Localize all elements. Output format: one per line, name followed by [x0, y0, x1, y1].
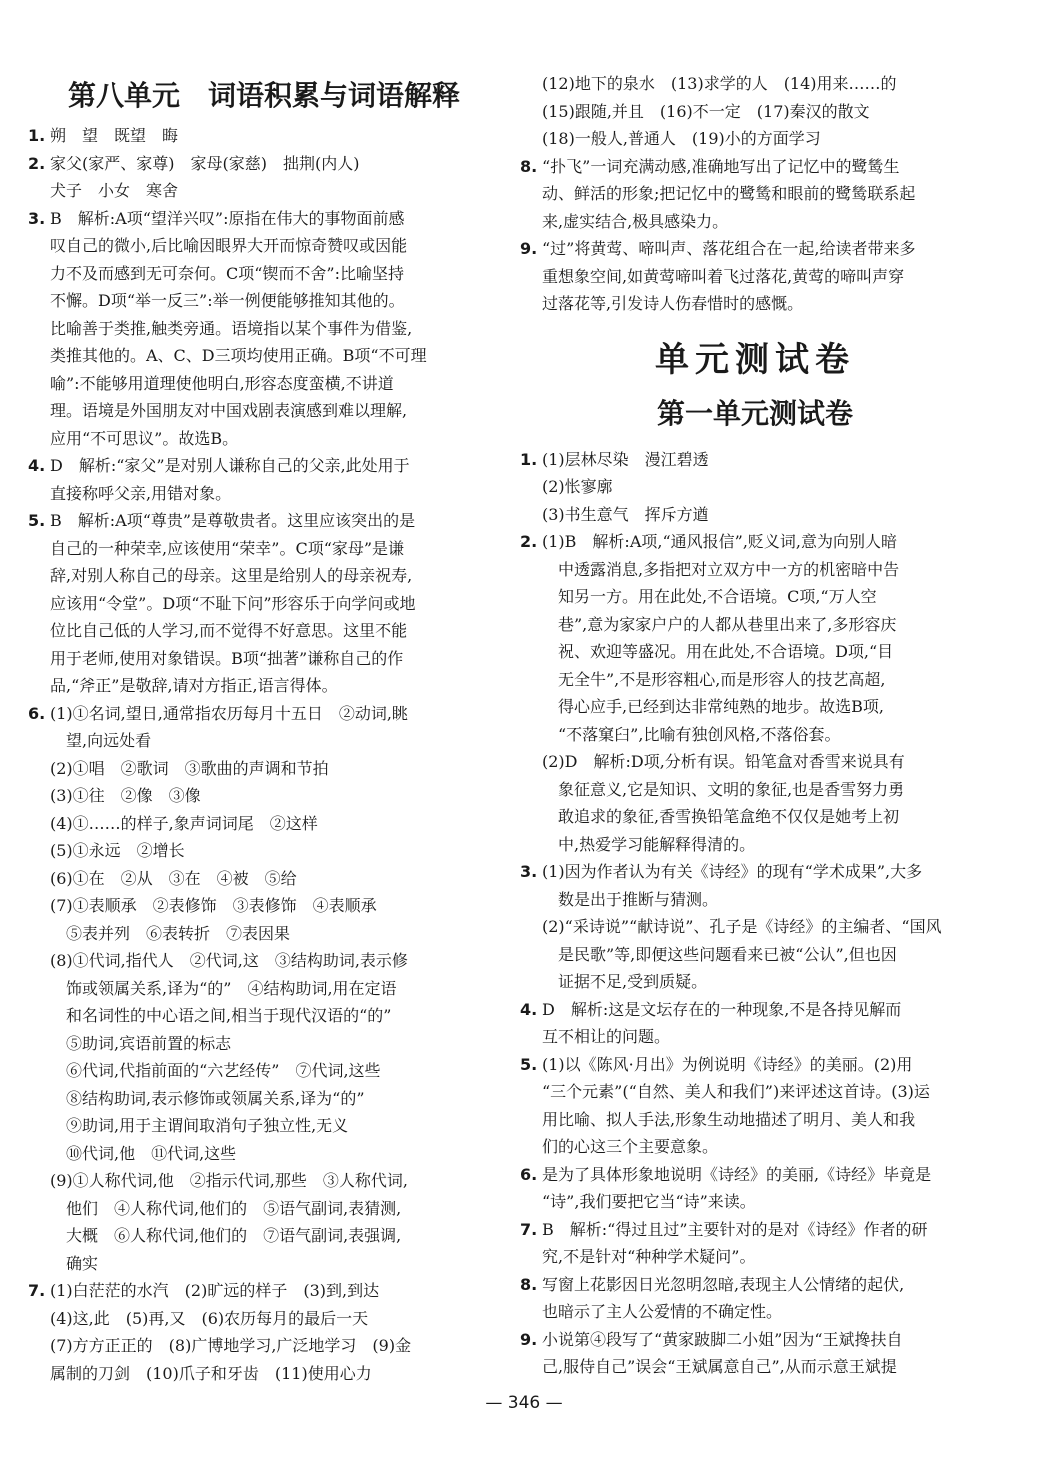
answer-number: 3.: [28, 208, 46, 228]
answer-line: 无全牛”,不是形容粗心,而是形容人的技艺高超,: [542, 669, 886, 689]
answer-number: 3.: [520, 862, 538, 881]
answer-line: D 解析:这是文坛存在的一种现象,不是各持见解而: [542, 999, 902, 1019]
answer-line: “过”将黄莺、啼叫声、落花组合在一起,给读者带来多: [542, 239, 916, 258]
answer-line: 家父(家严、家尊) 家母(家慈) 拙荆(内人): [50, 153, 360, 173]
answer-line: “扑飞”一词充满动感,准确地写出了记忆中的鹭鸶生: [542, 156, 900, 176]
answer-line: 应用“不可思议”。故选B。: [50, 428, 239, 448]
answer-item: [520, 996, 990, 1051]
answer-line: (1)白茫茫的水汽 (2)旷远的样子 (3)到,到达: [50, 1281, 380, 1300]
answer-line: 来,虚实结合,极具感染力。: [542, 211, 729, 231]
answer-line: 理。语境是外国朋友对中国戏剧表演感到难以理解,: [50, 401, 408, 420]
answer-line: (2)D 解析:D项,分析有误。铅笔盒对香雪来说具有: [542, 752, 905, 771]
answer-line: 敢追求的象征,香雪换铅笔盒绝不仅仅是她考上初: [542, 807, 900, 826]
answer-line: D 解析:“家父”是对别人谦称自己的父亲,此处用于: [50, 456, 410, 475]
answer-line: 象征意义,它是知识、文明的象征,也是香雪努力勇: [542, 779, 905, 799]
answer-line: 和名词性的中心语之间,相当于现代汉语的“的”: [50, 1006, 392, 1025]
left-column: [28, 70, 500, 1387]
answer-line: 品,“斧正”是敬辞,请对方指正,语言得体。: [50, 676, 338, 695]
answer-item: [28, 205, 500, 453]
answer-line: 饰或领属关系,译为“的” ④结构助词,用在定语: [50, 978, 397, 998]
page-number: — 346 —: [485, 1393, 563, 1413]
answer-line: (2)“采诗说”“献诗说”、孔子是《诗经》的主编者、“国风: [542, 917, 942, 936]
answer-item: [520, 858, 990, 996]
answer-line: “三个元素”(“自然、美人和我们”)来评述这首诗。(3)运: [542, 1082, 930, 1101]
answer-number: 7.: [28, 1281, 46, 1300]
answer-line: 动、鲜活的形象;把记忆中的鹭鸶和眼前的鹭鸶联系起: [542, 184, 916, 203]
answer-line: 直接称呼父亲,用错对象。: [50, 483, 232, 503]
answer-number: 8.: [520, 156, 538, 176]
answer-number: 8.: [520, 1274, 538, 1294]
answer-number: 9.: [520, 239, 538, 258]
answer-line: “诗”,我们要把它当“诗”来读。: [542, 1192, 756, 1211]
answer-line: (2)怅寥廓: [542, 477, 613, 496]
answer-line: 位比自己低的人学习,而不觉得不好意思。这里不能: [50, 621, 408, 640]
answer-item: [28, 150, 500, 205]
answer-line: (2)①唱 ②歌词 ③歌曲的声调和节拍: [50, 758, 329, 778]
answer-line: 小说第④段写了“黄家跛脚二小姐”因为“王斌搀扶自: [542, 1329, 903, 1349]
answer-number: 6.: [28, 703, 46, 723]
answer-line: ⑧结构助词,表示修饰或领属关系,译为“的”: [50, 1088, 365, 1108]
answer-line: 己,服侍自己”误会“王斌属意自己”,从而示意王斌提: [542, 1357, 897, 1376]
answer-line: (1)以《陈风·月出》为例说明《诗经》的美丽。(2)用: [542, 1054, 913, 1074]
answer-line: 犬子 小女 寒舍: [50, 181, 179, 200]
answer-line: 用于老师,使用对象错误。B项“拙著”谦称自己的作: [50, 648, 404, 668]
answer-line: 得心应手,已经到达非常纯熟的地步。故选B项,: [542, 697, 884, 716]
answer-number: 5.: [520, 1054, 538, 1074]
answer-number: 6.: [520, 1164, 538, 1184]
answer-line: (3)书生意气 挥斥方遒: [542, 504, 709, 524]
answer-item: [28, 700, 500, 1278]
answer-number: 4.: [520, 999, 538, 1019]
answer-line: 过落花等,引发诗人伤春惜时的感慨。: [542, 294, 804, 313]
answer-item: [520, 446, 990, 529]
answer-line: 重想象空间,如黄莺啼叫着飞过落花,黄莺的啼叫声穿: [542, 266, 905, 286]
answer-line: 大概 ⑥人称代词,他们的 ⑦语气副词,表强调,: [50, 1226, 402, 1245]
answer-line: 属制的刀剑 (10)爪子和牙齿 (11)使用心力: [50, 1363, 372, 1383]
answer-line: (9)①人称代词,他 ②指示代词,那些 ③人称代词,: [50, 1171, 408, 1190]
answer-line: 写窗上花影因日光忽明忽暗,表现主人公情绪的起伏,: [542, 1274, 905, 1294]
unit-8-title: 第八单元 词语积累与词语解释: [67, 79, 460, 112]
answer-line: 他们 ④人称代词,他们的 ⑤语气副词,表猜测,: [50, 1198, 402, 1218]
answer-line: B 解析:A项“尊贵”是尊敬贵者。这里应该突出的是: [50, 511, 416, 530]
answer-line: B 解析:A项“望洋兴叹”:原指在伟大的事物面前感: [50, 208, 405, 228]
answer-number: 1.: [28, 126, 46, 145]
answer-line: 数是出于推断与猜测。: [542, 889, 719, 909]
answer-number: 2.: [28, 153, 46, 173]
answer-line: (3)①往 ②像 ③像: [50, 786, 201, 805]
answer-item: [28, 452, 500, 507]
left-answer-list: [28, 122, 500, 1387]
answer-line: 用比喻、拟人手法,形象生动地描述了明月、美人和我: [542, 1109, 916, 1129]
answer-line: 也暗示了主人公爱情的不确定性。: [542, 1302, 783, 1321]
answer-line: (8)①代词,指代人 ②代词,这 ③结构助词,表示修: [50, 951, 408, 970]
answer-item: [520, 1216, 990, 1271]
answer-number: 5.: [28, 511, 46, 530]
answer-line: 是民歌”等,即便这些问题看来已被“公认”,但也因: [542, 944, 897, 964]
answer-line: 朔 望 既望 晦: [50, 126, 179, 145]
answer-item: [520, 1051, 990, 1161]
answer-line: 喻”:不能够用道理使他明白,形容态度蛮横,不讲道: [50, 373, 394, 393]
answer-item: [28, 122, 500, 150]
answer-line: 辞,对别人称自己的母亲。这里是给别人的母亲祝寿,: [50, 566, 413, 585]
answer-line: 确实: [50, 1253, 99, 1273]
answer-line: (7)①表顺承 ②表修饰 ③表修饰 ④表顺承: [50, 896, 377, 915]
answer-line: (6)①在 ②从 ③在 ④被 ⑤给: [50, 868, 297, 888]
answer-number: 9.: [520, 1329, 538, 1349]
answer-line: (7)方方正正的 (8)广博地学习,广泛地学习 (9)金: [50, 1336, 412, 1355]
answer-line: 不懈。D项“举一反三”:举一例便能够推知其他的。: [50, 291, 405, 310]
answer-number: 2.: [520, 532, 538, 551]
right-answer-list-b: [520, 446, 990, 1381]
answer-line: (4)这,此 (5)再,又 (6)农历每月的最后一天: [50, 1308, 369, 1328]
answer-line: 类推其他的。A、C、D三项均使用正确。B项“不可理: [50, 346, 427, 365]
answer-line: ⑩代词,他 ⑪代词,这些: [50, 1143, 237, 1163]
answer-line: “不落窠臼”,比喻有独创风格,不落俗套。: [542, 724, 841, 744]
answer-item: [520, 235, 990, 318]
answer-line: (4)①……的样子,象声词词尾 ②这样: [50, 813, 318, 833]
answer-line: 们的心这三个主要意象。: [542, 1137, 719, 1156]
unit-1-test-title: 第一单元测试卷: [656, 396, 853, 430]
answer-number: 4.: [28, 456, 46, 475]
answer-item: [520, 1161, 990, 1216]
answer-item: [520, 1271, 990, 1326]
answer-line: 自己的一种荣幸,应该使用“荣幸”。C项“家母”是谦: [50, 538, 405, 558]
answer-line: 祝、欢迎等盛况。用在此处,不合语境。D项,“目: [542, 642, 894, 661]
answer-number: 1.: [520, 449, 538, 469]
answer-item: [520, 1326, 990, 1381]
answer-line: B 解析:“得过且过”主要针对的是对《诗经》作者的研: [542, 1219, 928, 1239]
answer-line: (1)层林尽染 漫江碧透: [542, 449, 709, 469]
answer-line: 叹自己的微小,后比喻因眼界大开而惊奇赞叹或因能: [50, 236, 408, 255]
answer-line: 知另一方。用在此处,不合语境。C项,“万人空: [542, 587, 877, 606]
right-answer-list-a: [520, 153, 990, 318]
answer-item: [520, 528, 990, 858]
answer-line: 是为了具体形象地说明《诗经》的美丽,《诗经》毕竟是: [542, 1164, 932, 1184]
answer-line: 证据不足,受到质疑。: [542, 972, 708, 991]
answer-line: 究,不是针对“种种学术疑问”。: [542, 1247, 756, 1266]
answer-line: 巷”,意为家家户户的人都从巷里出来了,多形容庆: [542, 614, 897, 634]
answer-line: (1)①名词,望日,通常指农历每月十五日 ②动词,眺: [50, 703, 408, 723]
answer-line: ⑨助词,用于主谓间取消句子独立性,无义: [50, 1116, 349, 1135]
answer-line: (1)因为作者认为有关《诗经》的现有“学术成果”,大多: [542, 862, 923, 881]
answer-item: [28, 507, 500, 700]
answer-number: 7.: [520, 1219, 538, 1239]
answer-item: [28, 1277, 500, 1387]
continued-line: (12)地下的泉水 (13)求学的人 (14)用来……的: [542, 74, 897, 93]
right-column: [520, 70, 990, 1381]
continued-line: (18)一般人,普通人 (19)小的方面学习: [542, 129, 821, 148]
answer-line: ⑤助词,宾语前置的标志: [50, 1033, 232, 1053]
answer-line: 力不及而感到无可奈何。C项“锲而不舍”:比喻坚持: [50, 263, 404, 283]
unit-tests-title: 单元测试卷: [655, 339, 855, 380]
answer-line: 比喻善于类推,触类旁通。语境指以某个事件为借鉴,: [50, 318, 413, 338]
answer-line: ⑥代词,代指前面的“六艺经传” ⑦代词,这些: [50, 1061, 381, 1080]
answer-line: 中,热爱学习能解释得清的。: [542, 834, 756, 854]
continued-answer-7: [520, 70, 990, 153]
answer-line: (5)①永远 ②增长: [50, 841, 185, 860]
continued-line: (15)跟随,并且 (16)不一定 (17)秦汉的散文: [542, 101, 870, 121]
answer-line: 应该用“令堂”。D项“不耻下问”形容乐于向学问或地: [50, 593, 416, 613]
answer-line: 望,向远处看: [50, 731, 152, 750]
answer-line: (1)B 解析:A项,“通风报信”,贬义词,意为向别人暗: [542, 532, 897, 551]
answer-line: ⑤表并列 ⑥表转折 ⑦表因果: [50, 923, 291, 943]
answer-line: 互不相让的问题。: [542, 1027, 671, 1046]
answer-item: [520, 153, 990, 236]
answer-line: 中透露消息,多指把对立双方中一方的机密暗中告: [542, 559, 900, 579]
